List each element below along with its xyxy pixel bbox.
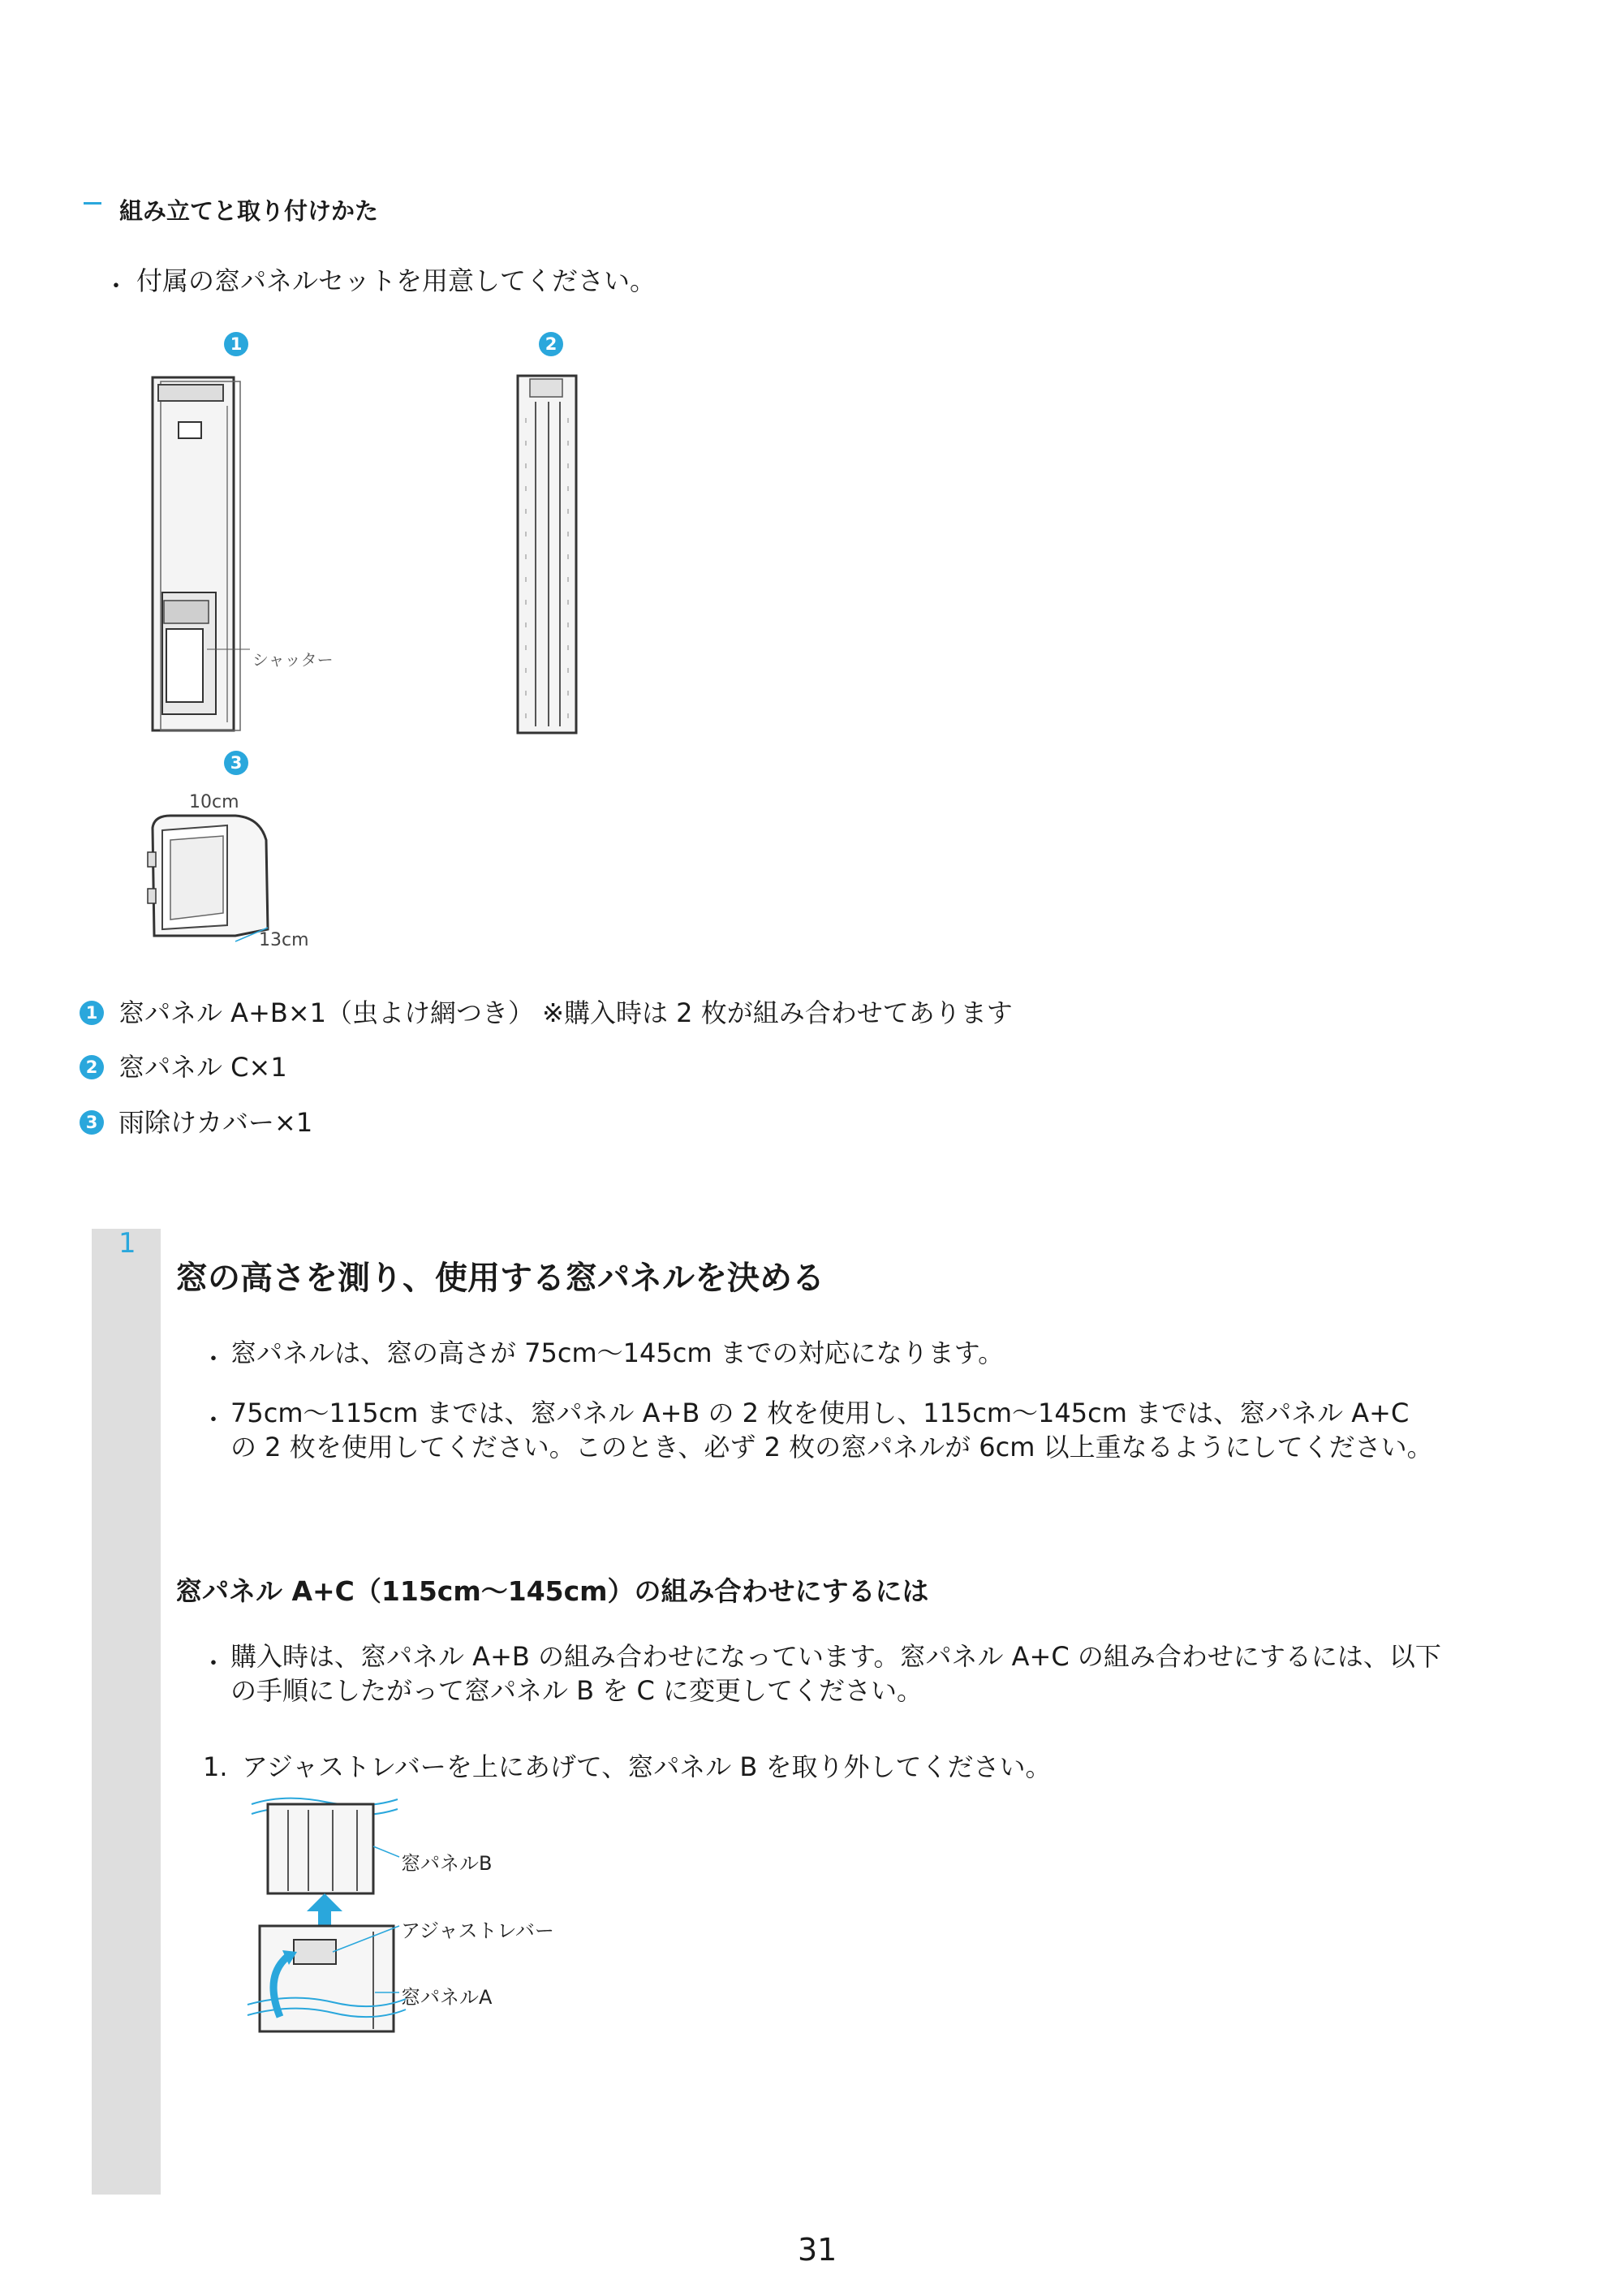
marker-3: 3	[224, 751, 248, 775]
instruction-text: アジャストレバーを上にあげて、窓パネル B を取り外してください。	[242, 1751, 1052, 1782]
section-title: 組み立てと取り付けかた	[119, 197, 379, 225]
dimension-width: 10cm	[189, 792, 239, 812]
intro-text: 付属の窓パネルセットを用意してください。	[136, 265, 657, 296]
section-dash	[84, 202, 101, 205]
marker-2: 2	[539, 332, 563, 356]
shutter-label: シャッター	[252, 650, 334, 670]
marker-1: 1	[224, 332, 248, 356]
sub-bullet-line-1: 購入時は、窓パネル A+B の組み合わせになっています。窓パネル A+C の組み合わせにするには、以下	[230, 1641, 1441, 1672]
step-bullet-2-line-2: の 2 枚を使用してください。このとき、必ず 2 枚の窓パネルが 6cm 以上重なるようにしてください。	[230, 1432, 1433, 1462]
step-bullet-2-line-1: 75cm〜115cm までは、窓パネル A+B の 2 枚を使用し、115cm〜145cm までは、窓パネル A+C	[230, 1398, 1410, 1428]
step-bullet-1: 窓パネルは、窓の高さが 75cm〜145cm までの対応になります。	[230, 1338, 1005, 1368]
step-title: 窓の高さを測り、使用する窓パネルを決める	[175, 1260, 824, 1297]
panel-c-illustration	[510, 369, 591, 743]
label-adjust-lever: アジャストレバー	[401, 1919, 554, 1942]
bullet-dot: ・	[104, 273, 128, 301]
dimension-depth: 13cm	[259, 930, 309, 950]
step-number: 1	[118, 1227, 136, 1260]
sub-bullet-line-2: の手順にしたがって窓パネル B を C に変更してください。	[230, 1675, 923, 1706]
bullet-dot: ・	[201, 1650, 226, 1678]
instruction-number: 1.	[203, 1751, 228, 1782]
part-item-3: 雨除けカバー×1	[118, 1107, 313, 1138]
label-panel-b: 窓パネルB	[401, 1852, 493, 1875]
sub-heading: 窓パネル A+C（115cm〜145cm）の組み合わせにするには	[175, 1575, 929, 1607]
rain-cover-illustration	[146, 808, 284, 950]
panel-removal-illustration	[243, 1790, 406, 2041]
panel-ab-illustration	[146, 373, 252, 739]
part-marker-1: 1	[80, 1001, 104, 1025]
bullet-dot: ・	[201, 1346, 226, 1374]
label-panel-a: 窓パネルA	[401, 1986, 493, 2009]
part-marker-3: 3	[80, 1110, 104, 1135]
step-sidebar	[92, 1229, 161, 2195]
page-number: 31	[798, 2232, 837, 2268]
part-marker-2: 2	[80, 1055, 104, 1079]
part-item-1: 窓パネル A+B×1（虫よけ網つき） ※購入時は 2 枚が組み合わせてあります	[118, 997, 1013, 1028]
part-item-2: 窓パネル C×1	[118, 1052, 287, 1083]
bullet-dot: ・	[201, 1406, 226, 1435]
